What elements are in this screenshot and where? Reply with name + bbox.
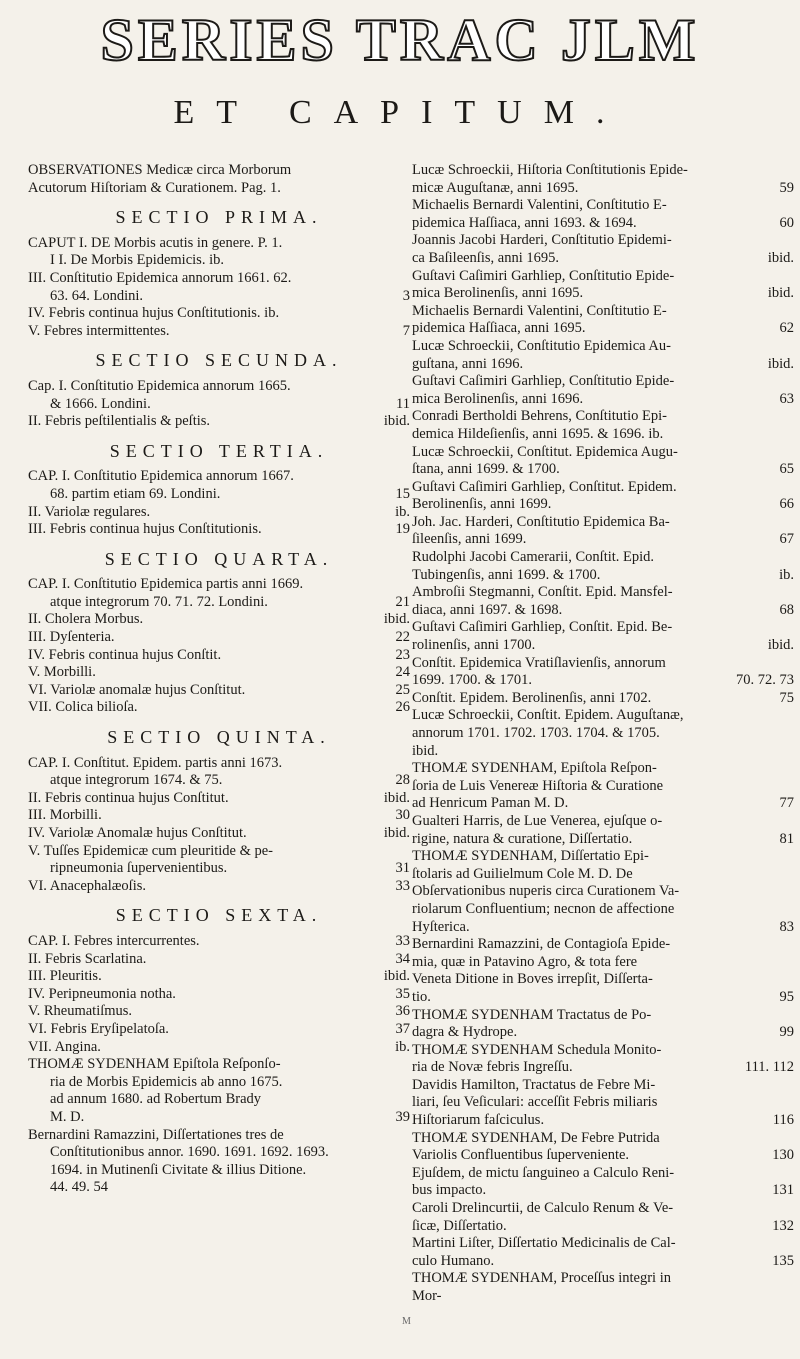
entry-text: rigine, natura & curatione, Diſſertatio. xyxy=(412,830,633,847)
entry-text: IV. Variolæ Anomalæ hujus Conſtitut. xyxy=(28,825,247,841)
index-entry xyxy=(28,305,410,323)
index-entry xyxy=(28,951,410,969)
page-number: ib. xyxy=(395,1038,410,1055)
index-entry xyxy=(412,690,794,708)
entry-text: I I. De Morbis Epidemicis. ib. xyxy=(50,252,224,269)
running-title: SERIES TRAC JLM xyxy=(100,7,700,73)
index-entry xyxy=(412,848,794,866)
entry-text: 44. 49. 54 xyxy=(50,1179,108,1196)
entry-text: VII. Colica bilioſa. xyxy=(28,699,138,716)
index-entry xyxy=(412,461,794,479)
index-entry xyxy=(412,1235,794,1253)
entry-text: guſtana, anni 1696. xyxy=(412,355,524,372)
index-entry xyxy=(412,496,794,514)
entry-text: Lucæ Schroeckii, Conſtit. Epidem. Auguſtanæ, xyxy=(412,707,684,724)
index-entry xyxy=(28,1056,410,1074)
page-number: 22 xyxy=(395,629,410,646)
index-entry xyxy=(412,725,794,743)
index-entry xyxy=(412,426,794,444)
page-number: 131 xyxy=(772,1182,794,1199)
index-entry xyxy=(412,531,794,549)
entry-text: Martini Liſter, Diſſertatio Medicinalis de Cal- xyxy=(412,1235,676,1252)
entry-text: VI. Anacephalæoſis. xyxy=(28,877,146,894)
entry-text: Cap. I. Conſtitutio Epidemica annorum 1665. xyxy=(28,377,291,394)
index-entry xyxy=(412,1218,794,1236)
entry-text: THOMÆ SYDENHAM, Epiſtola Reſpon- xyxy=(412,760,657,777)
page-number: 62 xyxy=(779,320,794,337)
entry-text: CAP. I. Conſtitutio Epidemica partis anni 1669. xyxy=(28,576,304,593)
entry-text: Guſtavi Caſimiri Garhliep, Conſtitutio Epide- xyxy=(412,267,675,284)
index-entry xyxy=(28,843,410,861)
entry-text: diaca, anni 1697. & 1698. xyxy=(412,601,563,618)
index-entry xyxy=(412,180,794,198)
entry-text: Conſtit. Epidem. Berolinenſis, anni 1702. xyxy=(412,689,652,706)
entry-text: Guſtavi Caſimiri Garhliep, Conſtitut. Epidem. xyxy=(412,478,677,495)
index-entry xyxy=(28,933,410,951)
index-entry xyxy=(28,1039,410,1057)
entry-text: CAP. I. Conſtitutio Epidemica annorum 1667. xyxy=(28,468,294,485)
index-entry xyxy=(412,1200,794,1218)
entry-text: Lucæ Schroeckii, Hiſtoria Conſtitutionis Epide- xyxy=(412,162,688,178)
entry-text: Berolinenſis, anni 1699. xyxy=(412,496,552,513)
entry-text: V. Rheumatiſmus. xyxy=(28,1003,133,1020)
entry-text: IV. Febris continua hujus Conſtit. xyxy=(28,646,222,663)
right-column xyxy=(412,162,794,1306)
index-entry xyxy=(28,1109,410,1127)
index-entry xyxy=(412,338,794,356)
index-entry xyxy=(412,1147,794,1165)
index-entry xyxy=(28,521,410,539)
entry-text: annorum 1701. 1702. 1703. 1704. & 1705. xyxy=(412,725,660,741)
index-entry xyxy=(412,919,794,937)
entry-text: III. Dyſenteria. xyxy=(28,629,115,646)
entry-text: ca Baſileenſis, anni 1695. xyxy=(412,249,559,266)
page-number: 37 xyxy=(395,1020,410,1037)
entry-text: Veneta Ditione in Boves irrepſit, Diſſerta- xyxy=(412,971,653,988)
page-number: 25 xyxy=(395,681,410,698)
page-number: 59 xyxy=(779,179,794,196)
entry-text: ad annum 1680. ad Robertum Brady xyxy=(50,1091,262,1108)
index-entry xyxy=(28,629,410,647)
index-entry xyxy=(28,807,410,825)
entry-text: VII. Angina. xyxy=(28,1038,101,1055)
entry-text: II. Cholera Morbus. xyxy=(28,611,144,628)
page-number: 23 xyxy=(395,646,410,663)
entry-text: Tubingenſis, anni 1699. & 1700. xyxy=(412,566,601,583)
entry-text: OBSERVATIONES Medicæ circa Morborum xyxy=(28,162,292,178)
index-entry xyxy=(412,795,794,813)
index-entry xyxy=(412,197,794,215)
entry-text: ria de Novæ febris Ingreſſu. xyxy=(412,1059,573,1076)
index-entry xyxy=(412,1130,794,1148)
page-number: 132 xyxy=(772,1217,794,1234)
entry-text: THOMÆ SYDENHAM Epiſtola Reſponſo- xyxy=(28,1056,281,1073)
index-entry xyxy=(412,444,794,462)
entry-text: Joh. Jac. Harderi, Conſtitutio Epidemica Ba- xyxy=(412,513,670,530)
entry-text: VI. Variolæ anomalæ hujus Conſtitut. xyxy=(28,681,246,698)
entry-text: THOMÆ SYDENHAM, Proceſſus integri in xyxy=(412,1270,671,1287)
entry-text: V. Tuſſes Epidemicæ cum pleuritide & pe- xyxy=(28,842,274,859)
index-entry xyxy=(28,162,410,180)
index-entry xyxy=(28,486,410,504)
index-entry xyxy=(412,584,794,602)
section-heading xyxy=(28,352,410,370)
index-entry xyxy=(412,268,794,286)
index-entry xyxy=(28,1003,410,1021)
index-entry xyxy=(412,373,794,391)
page-number: 35 xyxy=(395,985,410,1002)
index-entry xyxy=(412,1077,794,1095)
index-entry xyxy=(412,831,794,849)
index-entry xyxy=(412,232,794,250)
index-entry xyxy=(412,954,794,972)
index-entry xyxy=(28,378,410,396)
index-entry xyxy=(28,860,410,878)
entry-text: Michaelis Bernardi Valentini, Conſtitutio E- xyxy=(412,302,667,319)
entry-text: ripneumonia ſupervenientibus. xyxy=(50,860,228,877)
page-number: 21 xyxy=(395,593,410,610)
page-number: 83 xyxy=(779,918,794,935)
index-entry xyxy=(412,549,794,567)
page-number: 39 xyxy=(395,1108,410,1125)
page-number: 33 xyxy=(395,877,410,894)
page-number: 111. 112 xyxy=(744,1059,794,1076)
index-entry xyxy=(412,989,794,1007)
index-entry xyxy=(412,303,794,321)
index-entry xyxy=(28,825,410,843)
entry-text: ria de Morbis Epidemicis ab anno 1675. xyxy=(50,1073,283,1090)
index-entry xyxy=(412,1094,794,1112)
page-number: 28 xyxy=(395,772,410,789)
entry-text: 1694. in Mutinenſi Civitate & illius Ditione. xyxy=(50,1161,307,1178)
index-entry xyxy=(412,1042,794,1060)
entry-text: M. D. xyxy=(50,1108,85,1125)
entry-text: SECTIO SEXTA. xyxy=(115,905,323,926)
section-heading xyxy=(28,729,410,747)
index-entry xyxy=(412,1112,794,1130)
entry-text: & 1666. Londini. xyxy=(50,395,151,412)
page-number: 31 xyxy=(395,860,410,877)
index-entry xyxy=(412,813,794,831)
entry-text: II. Variolæ regulares. xyxy=(28,503,151,520)
entry-text: III. Conſtitutio Epidemica annorum 1661. 62. xyxy=(28,269,292,286)
entry-text: Guſtavi Caſimiri Garhliep, Conſtit. Epid. Be- xyxy=(412,619,673,636)
index-entry xyxy=(28,1021,410,1039)
page-number: 66 xyxy=(779,496,794,513)
entry-text: II. Febris Scarlatina. xyxy=(28,950,147,967)
page-number: 63 xyxy=(779,390,794,407)
entry-text: Joannis Jacobi Harderi, Conſtitutio Epidemi- xyxy=(412,232,672,249)
entry-text: Acutorum Hiſtoriam & Curationem. Pag. 1. xyxy=(28,179,281,196)
page-number: 36 xyxy=(395,1003,410,1020)
entry-text: THOMÆ SYDENHAM Schedula Monito- xyxy=(412,1041,662,1058)
entry-text: III. Pleuritis. xyxy=(28,968,102,985)
entry-text: atque integrorum 1674. & 75. xyxy=(50,772,223,789)
index-entry xyxy=(28,1091,410,1109)
index-entry xyxy=(412,866,794,884)
entry-text: IV. Febris continua hujus Conſtitutionis. ib. xyxy=(28,305,280,322)
entry-text: Variolis Confluentibus ſuperveniente. xyxy=(412,1147,630,1164)
index-entry xyxy=(412,936,794,954)
entry-text: Hyſterica. xyxy=(412,918,470,935)
entry-text: THOMÆ SYDENHAM, De Febre Putrida xyxy=(412,1129,660,1146)
index-entry xyxy=(28,755,410,773)
index-entry xyxy=(412,514,794,532)
entry-text: Bernardini Ramazzini, de Contagioſa Epide- xyxy=(412,936,671,953)
index-entry xyxy=(412,602,794,620)
entry-text: Conradi Bertholdi Behrens, Conſtitutio Epi- xyxy=(412,408,667,425)
page-number: 135 xyxy=(772,1252,794,1269)
entry-text: mica Berolinenſis, anni 1695. xyxy=(412,285,584,302)
entry-text: Ejuſdem, de mictu ſanguineo a Calculo Reni- xyxy=(412,1164,675,1181)
entry-text: II. Febris peſtilentialis & peſtis. xyxy=(28,413,211,430)
index-entry xyxy=(28,252,410,270)
entry-text: Ambroſii Stegmanni, Conſtit. Epid. Mansfel- xyxy=(412,584,673,601)
entry-text: Michaelis Bernardi Valentini, Conſtitutio E- xyxy=(412,197,667,214)
index-entry xyxy=(412,215,794,233)
entry-text: ſoria de Luis Venereæ Hiſtoria & Curatione xyxy=(412,777,664,794)
index-entry xyxy=(412,391,794,409)
index-entry xyxy=(28,1144,410,1162)
entry-text: THOMÆ SYDENHAM, Diſſertatio Epi- xyxy=(412,848,649,865)
entry-text: liari, ſeu Veſiculari: acceſſit Febris miliaris xyxy=(412,1094,658,1111)
index-entry xyxy=(28,270,410,288)
entry-text: Conſtit. Epidemica Vratiſlavienſis, annorum xyxy=(412,654,666,671)
entry-text: VI. Febris Eryſipelatoſa. xyxy=(28,1020,169,1037)
index-entry xyxy=(412,1253,794,1271)
index-entry xyxy=(412,971,794,989)
index-entry xyxy=(412,1059,794,1077)
index-entry xyxy=(28,664,410,682)
page-number: 70. 72. 73 xyxy=(736,672,794,689)
entry-text: 68. partim etiam 69. Londini. xyxy=(50,485,221,502)
entry-text: SECTIO QUINTA. xyxy=(107,727,331,748)
entry-text: 1699. 1700. & 1701. xyxy=(412,672,533,689)
page-number: 67 xyxy=(779,531,794,548)
index-entry xyxy=(412,655,794,673)
index-entry xyxy=(412,408,794,426)
index-entry xyxy=(412,479,794,497)
page-number: 19 xyxy=(395,521,410,538)
section-heading xyxy=(28,907,410,925)
index-entry xyxy=(412,637,794,655)
entry-text: V. Febres intermittentes. xyxy=(28,322,170,339)
page-number: ibid. xyxy=(383,611,410,628)
index-entry xyxy=(412,1007,794,1025)
index-entry xyxy=(412,760,794,778)
entry-text: tio. xyxy=(412,988,431,1005)
index-entry xyxy=(28,682,410,700)
entry-text: micæ Auguſtanæ, anni 1695. xyxy=(412,179,579,196)
page-number: 34 xyxy=(395,950,410,967)
index-entry xyxy=(28,323,410,341)
entry-text: SECTIO PRIMA. xyxy=(115,207,323,228)
index-entry xyxy=(412,883,794,901)
entry-text: Hiſtoriarum faſciculus. xyxy=(412,1112,545,1129)
entry-text: mica Berolinenſis, anni 1696. xyxy=(412,390,584,407)
index-entry xyxy=(412,285,794,303)
index-entry xyxy=(412,320,794,338)
entry-text: Lucæ Schroeckii, Conſtitut. Epidemica Augu- xyxy=(412,443,678,460)
entry-text: riolarum Confluentium; necnon de affectione xyxy=(412,900,675,917)
entry-text: Caroli Drelincurtii, de Calculo Renum & Ve- xyxy=(412,1200,674,1217)
index-entry xyxy=(412,162,794,180)
page-number: ibid. xyxy=(767,355,794,372)
entry-text: III. Febris continua hujus Conſtitutionis. xyxy=(28,521,262,538)
index-entry xyxy=(28,772,410,790)
entry-text: 63. 64. Londini. xyxy=(50,287,144,304)
page-number: 95 xyxy=(779,988,794,1005)
entry-text: Gualteri Harris, de Lue Venerea, ejuſque o- xyxy=(412,812,663,829)
entry-text: pidemica Haſſiaca, anni 1693. & 1694. xyxy=(412,214,637,231)
page-number: 130 xyxy=(772,1147,794,1164)
entry-text: ſicæ, Diſſertatio. xyxy=(412,1217,507,1234)
index-entry xyxy=(28,468,410,486)
index-entry xyxy=(412,567,794,585)
index-entry xyxy=(28,790,410,808)
entry-text: Bernardini Ramazzini, Diſſertationes tres de xyxy=(28,1126,284,1143)
index-entry xyxy=(412,743,794,761)
entry-text: ad Henricum Paman M. D. xyxy=(412,795,569,812)
index-entry xyxy=(28,288,410,306)
left-column xyxy=(28,162,410,1197)
page-number: ibid. xyxy=(383,968,410,985)
index-entry xyxy=(412,778,794,796)
page-number: 60 xyxy=(779,214,794,231)
index-entry xyxy=(412,901,794,919)
running-subtitle: ET CAPITUM. xyxy=(173,94,627,131)
entry-text: III. Morbilli. xyxy=(28,807,102,824)
index-entry xyxy=(412,250,794,268)
index-entry xyxy=(28,235,410,253)
page-number: 26 xyxy=(395,699,410,716)
index-entry xyxy=(412,1024,794,1042)
page-number: 24 xyxy=(395,664,410,681)
entry-text: ſtana, anni 1699. & 1700. xyxy=(412,461,560,478)
index-entry xyxy=(28,986,410,1004)
entry-text: Davidis Hamilton, Tractatus de Febre Mi- xyxy=(412,1076,656,1093)
entry-text: V. Morbilli. xyxy=(28,664,96,681)
index-entry xyxy=(28,878,410,896)
index-entry xyxy=(28,1127,410,1145)
entry-text: bus impacto. xyxy=(412,1182,487,1199)
page-number: ibid. xyxy=(383,825,410,841)
page-number: 75 xyxy=(779,689,794,706)
index-entry xyxy=(412,1182,794,1200)
entry-text: Lucæ Schroeckii, Conſtitutio Epidemica Au- xyxy=(412,337,671,354)
index-entry xyxy=(28,699,410,717)
index-entry xyxy=(28,968,410,986)
entry-text: Rudolphi Jacobi Camerarii, Conſtit. Epid. xyxy=(412,549,655,566)
page-number: 30 xyxy=(395,807,410,824)
page-number: 33 xyxy=(395,932,410,949)
page-number: ib. xyxy=(779,566,794,583)
page-number: 11 xyxy=(396,395,410,412)
entry-text: Obſervationibus nuperis circa Curationem Va- xyxy=(412,883,680,900)
index-entry xyxy=(28,594,410,612)
entry-text: demica Hildeſienſis, anni 1695. & 1696. ib. xyxy=(412,425,664,442)
index-entry xyxy=(412,356,794,374)
index-entry xyxy=(412,1165,794,1183)
entry-text: Mor- xyxy=(412,1288,442,1304)
entry-text: II. Febris continua hujus Conſtitut. xyxy=(28,789,229,806)
page-number: ibid. xyxy=(767,285,794,302)
entry-text: Conſtitutionibus annor. 1690. 1691. 1692. 1693. xyxy=(50,1144,329,1161)
entry-text: culo Humano. xyxy=(412,1252,495,1269)
index-entry xyxy=(28,611,410,629)
index-entry xyxy=(412,672,794,690)
page-number: 68 xyxy=(779,601,794,618)
page-number: 3 xyxy=(402,287,410,304)
page-number: ib. xyxy=(395,503,410,520)
entry-text: SECTIO SECUNDA. xyxy=(95,350,343,371)
entry-text: CAPUT I. DE Morbis acutis in genere. P. 1. xyxy=(28,234,283,251)
page-number: ibid. xyxy=(383,789,410,806)
page-number: 81 xyxy=(779,830,794,847)
section-heading xyxy=(28,440,410,461)
page-number: 65 xyxy=(779,461,794,478)
page-number: 77 xyxy=(779,795,794,812)
page-number: 7 xyxy=(402,322,410,339)
entry-text: Guſtavi Caſimiri Garhliep, Conſtitutio Epide- xyxy=(412,373,675,390)
entry-text: ſtolaris ad Guilielmum Cole M. D. De xyxy=(412,865,633,882)
entry-text: IV. Peripneumonia notha. xyxy=(28,985,176,1002)
entry-text: CAP. I. Conſtitut. Epidem. partis anni 1673. xyxy=(28,754,283,771)
page-number: 116 xyxy=(772,1112,794,1129)
index-entry xyxy=(28,1179,410,1197)
index-entry xyxy=(28,413,410,431)
index-entry xyxy=(28,396,410,414)
entry-text: ibid. xyxy=(412,742,439,759)
entry-text: dagra & Hydrope. xyxy=(412,1024,518,1041)
section-heading xyxy=(28,209,410,227)
index-entry xyxy=(28,180,410,198)
index-entry xyxy=(28,1162,410,1180)
index-entry xyxy=(28,647,410,665)
index-entry xyxy=(412,707,794,725)
page-number: 99 xyxy=(779,1024,794,1041)
signature-mark: M xyxy=(402,1316,411,1327)
section-heading xyxy=(28,548,410,569)
entry-text: atque integrorum 70. 71. 72. Londini. xyxy=(50,593,268,610)
index-entry xyxy=(28,1074,410,1092)
index-entry xyxy=(412,1270,794,1288)
entry-text: pidemica Haſſiaca, anni 1695. xyxy=(412,320,586,337)
entry-text: rolinenſis, anni 1700. xyxy=(412,637,536,654)
entry-text: CAP. I. Febres intercurrentes. xyxy=(28,932,200,949)
entry-text: THOMÆ SYDENHAM Tractatus de Po- xyxy=(412,1006,652,1023)
page-number: ibid. xyxy=(383,413,410,430)
entry-text: SECTIO QUARTA. xyxy=(104,548,334,569)
index-entry xyxy=(28,576,410,594)
entry-text: ſileenſis, anni 1699. xyxy=(412,531,527,548)
entry-text: mia, quæ in Patavino Agro, & tota fere xyxy=(412,953,638,970)
page-number: 15 xyxy=(395,485,410,502)
page-number: ibid. xyxy=(767,637,794,654)
index-entry xyxy=(412,619,794,637)
index-entry xyxy=(28,504,410,522)
index-entry xyxy=(412,1288,794,1306)
page-number: ibid. xyxy=(767,249,794,266)
entry-text: SECTIO TERTIA. xyxy=(109,440,329,461)
